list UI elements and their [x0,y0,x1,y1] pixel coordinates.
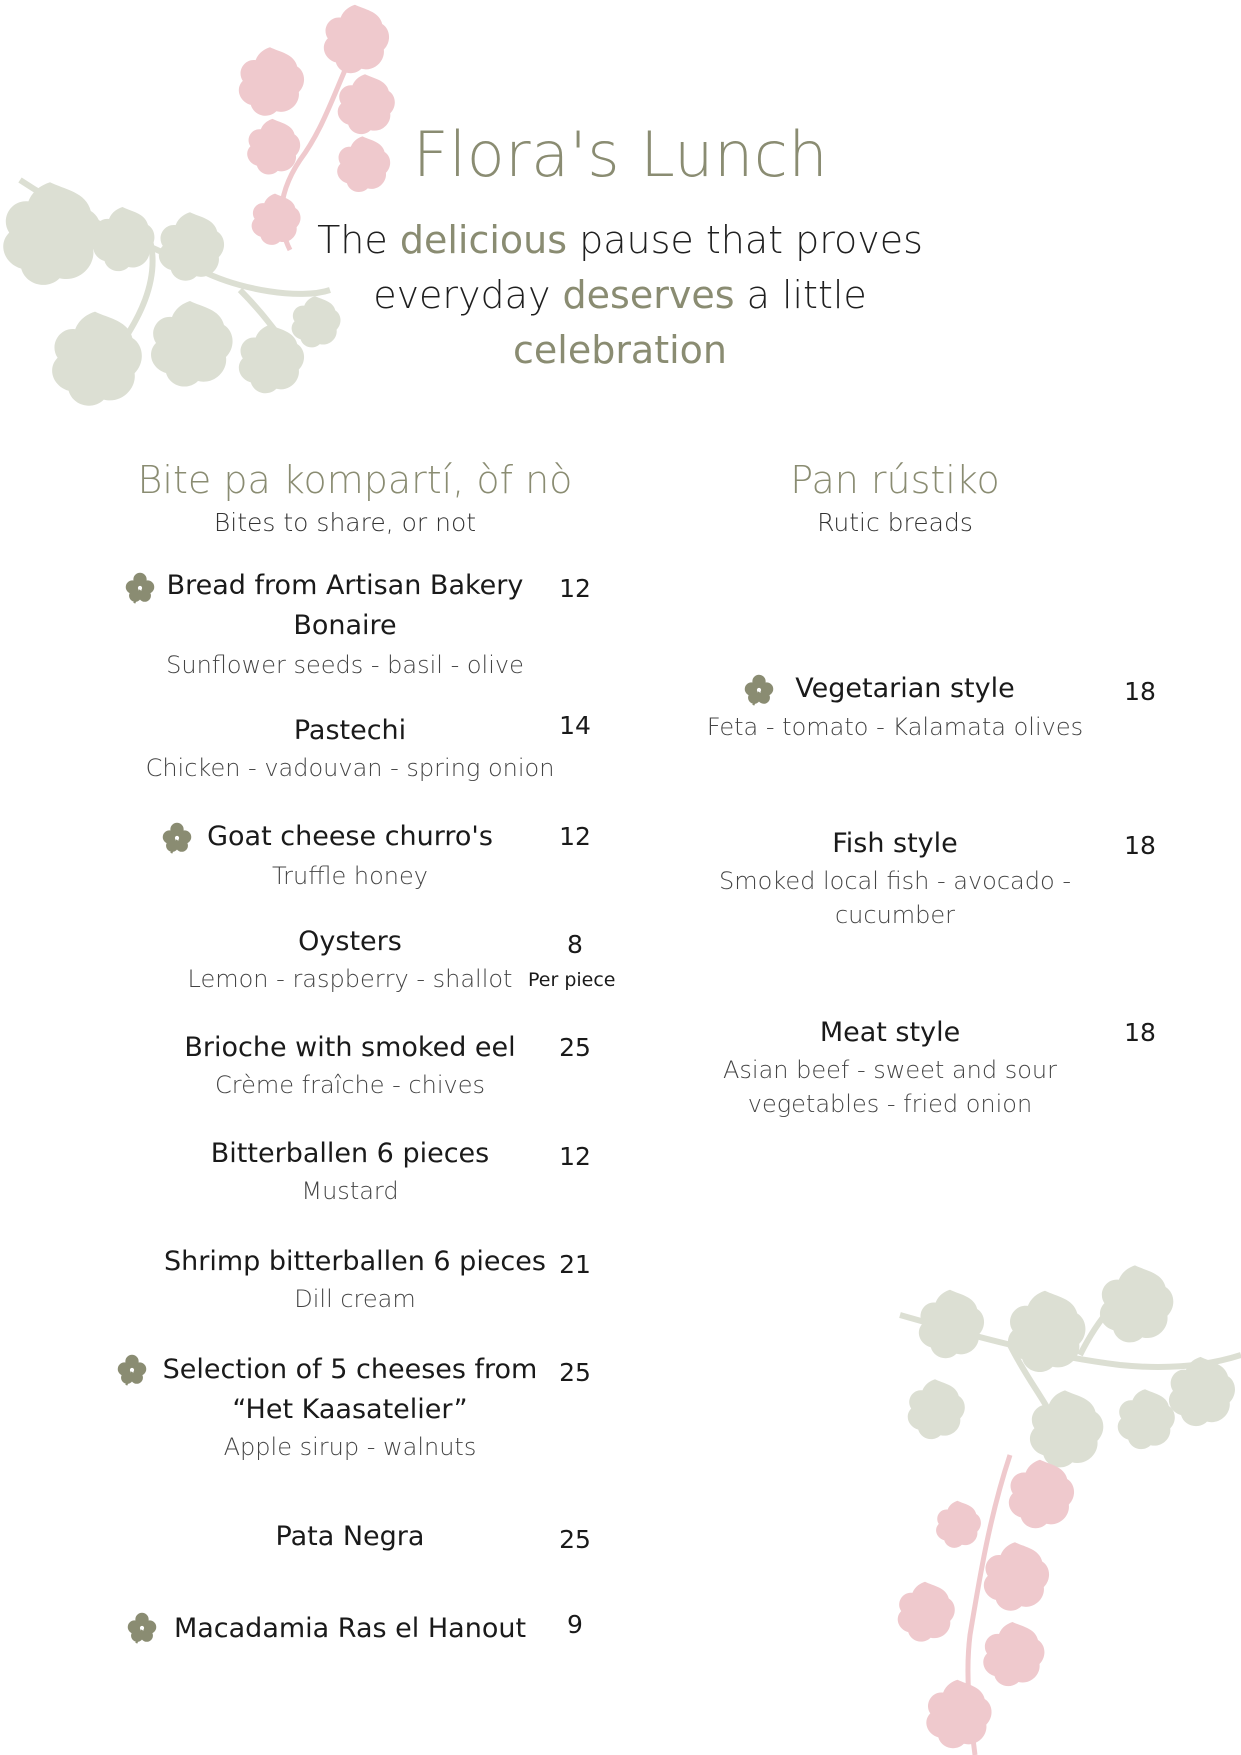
section-subtitle-bites: Bites to share, or not [213,508,477,537]
menu-item [700,1013,1080,1121]
menu-item [690,824,1100,932]
item-name: Brioche with smoked eel [184,1032,516,1063]
item-desc: Truffle honey [272,862,428,890]
clover-icon [740,671,778,709]
item-price: 9 [567,1610,583,1639]
item-price: 21 [559,1250,591,1279]
item-name: Fish style [832,828,958,859]
section-subtitle-breads: Rutic breads [817,508,973,537]
item-desc: Lemon - raspberry - shallot [187,965,513,993]
menu-item [200,817,500,857]
item-price: 14 [559,711,591,740]
item-price: 25 [559,1033,591,1062]
menu-item [200,1517,500,1557]
item-desc: Dill cream [294,1285,416,1313]
menu-item [150,922,550,996]
section-title-breads: Pan rústiko [790,458,1000,502]
item-desc: Crème fraîche - chives [215,1071,485,1099]
item-price: 18 [1124,831,1156,860]
item-name: Goat cheese churro's [207,821,493,852]
item-name: Vegetarian style [795,673,1015,704]
item-desc: Smoked local fish - avocado - cucumber [719,867,1071,929]
item-desc: Mustard [301,1177,399,1205]
menu-item [150,1350,550,1464]
item-name-line1: Selection of 5 cheeses from [162,1354,538,1385]
item-name: Oysters [298,926,402,957]
item-price: 8 [567,930,583,959]
item-desc: Asian beef - sweet and sour vegetables - fried onion [722,1056,1058,1118]
item-name: Bitterballen 6 pieces [210,1138,490,1169]
clover-icon [121,569,159,607]
menu-item [130,1242,580,1316]
clover-icon [158,819,196,857]
page-title: Flora's Lunch [412,118,829,191]
item-price: 18 [1124,677,1156,706]
item-price: 12 [559,1142,591,1171]
item-price: 18 [1124,1018,1156,1047]
clover-icon [123,1609,161,1647]
menu-item [130,1134,570,1208]
item-desc: Feta - tomato - Kalamata olives [706,713,1084,741]
item-price: 12 [559,574,591,603]
tagline: The delicious pause that proves everyday deserves a little celebration [317,218,923,372]
menu-item [160,566,530,646]
menu-item [780,669,1030,709]
item-desc: Apple sirup - walnuts [223,1433,477,1461]
menu-item [100,711,600,785]
menu-item [165,1609,535,1649]
item-name: Pastechi [293,715,407,746]
item-price: 12 [559,822,591,851]
item-name: Macadamia Ras el Hanout [173,1613,527,1644]
section-title-bites: Bite pa kompartí, òf nò [137,458,573,502]
item-name: Meat style [819,1017,961,1048]
menu-item-desc [690,710,1100,744]
item-price: 25 [559,1358,591,1387]
item-price: 25 [559,1525,591,1554]
item-name: Bread from Artisan Bakery Bonaire [166,570,524,641]
menu-item-desc [120,648,570,682]
item-desc: Chicken - vadouvan - spring onion [145,754,555,782]
item-name-line2: “Het Kaasatelier” [232,1394,468,1425]
clover-icon [113,1351,151,1389]
menu-item [130,1028,570,1102]
leaf-decoration-bottom-right [880,1255,1241,1755]
item-name: Pata Negra [275,1521,425,1552]
menu-item-desc [150,859,550,893]
price-note: Per piece [528,969,616,991]
item-name: Shrimp bitterballen 6 pieces [164,1246,546,1277]
item-desc: Sunflower seeds - basil - olive [166,651,524,679]
